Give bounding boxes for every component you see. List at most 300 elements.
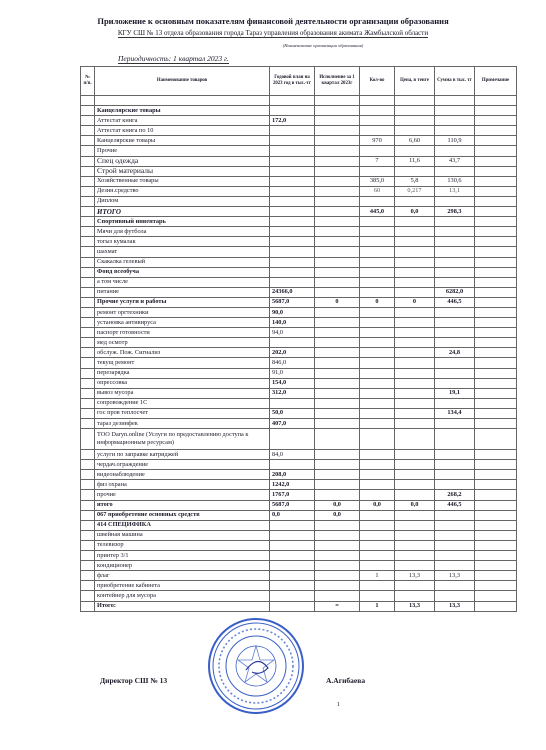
table-row — [81, 307, 517, 317]
table-row — [81, 368, 517, 378]
table-row — [81, 156, 517, 166]
value-cell — [475, 328, 517, 338]
value-cell — [81, 328, 95, 338]
value-cell — [270, 207, 315, 217]
organization-name-text: КГУ СШ № 13 отдела образования города Тараз управления образования акимата Жамбылской области — [117, 29, 429, 37]
table-row — [81, 358, 517, 368]
value-cell — [360, 196, 395, 206]
value-cell — [395, 318, 435, 328]
value-cell — [475, 450, 517, 460]
value-cell: = — [315, 601, 360, 611]
value-cell — [475, 338, 517, 348]
table-row — [81, 581, 517, 591]
value-cell — [360, 460, 395, 470]
value-cell — [475, 378, 517, 388]
column-header: Сумма в тыс. тг — [435, 67, 475, 96]
item-name-cell: гос пров теплосчет — [95, 408, 270, 418]
value-cell: 0 — [395, 297, 435, 307]
item-name-cell: сопровождение 1С — [95, 398, 270, 408]
table-row — [81, 237, 517, 247]
table-row — [81, 571, 517, 581]
value-cell — [435, 470, 475, 480]
value-cell — [81, 166, 95, 176]
value-cell — [81, 378, 95, 388]
value-cell — [315, 429, 360, 450]
value-cell — [435, 429, 475, 450]
value-cell — [360, 217, 395, 227]
value-cell: 13,1 — [435, 186, 475, 196]
director-label: Директор СШ № 13 — [100, 676, 168, 685]
table-row — [81, 530, 517, 540]
value-cell — [81, 176, 95, 186]
value-cell — [475, 186, 517, 196]
table-row — [81, 217, 517, 227]
value-cell: 1 — [360, 571, 395, 581]
value-cell: 11,6 — [395, 156, 435, 166]
value-cell — [435, 551, 475, 561]
value-cell — [435, 277, 475, 287]
value-cell — [435, 318, 475, 328]
value-cell — [475, 196, 517, 206]
value-cell — [315, 307, 360, 317]
value-cell — [395, 540, 435, 550]
value-cell — [395, 237, 435, 247]
value-cell — [435, 126, 475, 136]
value-cell — [395, 530, 435, 540]
value-cell: 7 — [360, 156, 395, 166]
value-cell — [475, 348, 517, 358]
value-cell — [315, 388, 360, 398]
value-cell — [475, 561, 517, 571]
value-cell — [435, 510, 475, 520]
value-cell — [395, 287, 435, 297]
value-cell — [81, 520, 95, 530]
value-cell — [315, 398, 360, 408]
value-cell — [435, 561, 475, 571]
value-cell — [360, 520, 395, 530]
organization-name — [0, 29, 546, 37]
value-cell — [360, 530, 395, 540]
table-row — [81, 450, 517, 460]
value-cell — [360, 450, 395, 460]
value-cell: 140,0 — [270, 318, 315, 328]
value-cell — [81, 429, 95, 450]
value-cell — [475, 571, 517, 581]
value-cell — [270, 601, 315, 611]
value-cell — [435, 166, 475, 176]
value-cell — [435, 106, 475, 116]
value-cell — [395, 398, 435, 408]
value-cell — [270, 106, 315, 116]
value-cell — [475, 247, 517, 257]
value-cell — [315, 247, 360, 257]
item-name-cell: ремонт оргтехники — [95, 307, 270, 317]
item-name-cell: швейная машина — [95, 530, 270, 540]
value-cell — [435, 247, 475, 257]
item-name-cell: мед осмотр — [95, 338, 270, 348]
value-cell — [475, 297, 517, 307]
item-name-cell: 414 СПЕЦИФИКА — [95, 520, 270, 530]
value-cell: 0,0 — [395, 500, 435, 510]
value-cell — [81, 601, 95, 611]
value-cell: 1767,0 — [270, 490, 315, 500]
table-row — [81, 136, 517, 146]
value-cell — [475, 166, 517, 176]
period-text: Периодичность: 1 квартал 2023 г. — [118, 54, 229, 63]
value-cell — [395, 520, 435, 530]
value-cell — [315, 378, 360, 388]
value-cell — [81, 207, 95, 217]
column-header: Кол-во — [360, 67, 395, 96]
value-cell — [315, 318, 360, 328]
value-cell — [315, 217, 360, 227]
value-cell — [81, 106, 95, 116]
value-cell: 0,0 — [360, 500, 395, 510]
value-cell — [81, 450, 95, 460]
table-row — [81, 500, 517, 510]
value-cell — [81, 237, 95, 247]
value-cell: 0 — [315, 297, 360, 307]
value-cell — [315, 348, 360, 358]
value-cell — [475, 540, 517, 550]
item-name-cell: Прочие услуги и работы — [95, 297, 270, 307]
value-cell — [435, 450, 475, 460]
value-cell: 134,4 — [435, 408, 475, 418]
value-cell: 445,0 — [360, 207, 395, 217]
item-name-cell: прочие — [95, 490, 270, 500]
value-cell — [360, 510, 395, 520]
value-cell — [81, 247, 95, 257]
value-cell — [315, 358, 360, 368]
value-cell — [475, 460, 517, 470]
item-name-cell: кондиционер — [95, 561, 270, 571]
value-cell — [270, 540, 315, 550]
value-cell — [315, 126, 360, 136]
value-cell — [315, 257, 360, 267]
value-cell — [395, 551, 435, 561]
value-cell — [395, 227, 435, 237]
value-cell — [435, 530, 475, 540]
value-cell — [475, 176, 517, 186]
value-cell — [81, 277, 95, 287]
value-cell: 0,0 — [270, 510, 315, 520]
value-cell: 6,60 — [395, 136, 435, 146]
table-row — [81, 398, 517, 408]
value-cell — [395, 581, 435, 591]
value-cell — [81, 551, 95, 561]
value-cell: 6282,0 — [435, 287, 475, 297]
table-row — [81, 378, 517, 388]
value-cell — [360, 227, 395, 237]
column-header: № п/п. — [81, 67, 95, 96]
table-row — [81, 460, 517, 470]
value-cell — [81, 196, 95, 206]
table-row — [81, 470, 517, 480]
value-cell — [81, 126, 95, 136]
value-cell — [435, 328, 475, 338]
official-seal-stamp — [206, 616, 306, 716]
value-cell — [435, 196, 475, 206]
table-row — [81, 429, 517, 450]
expense-table — [80, 66, 517, 612]
item-name-cell: перезарядка — [95, 368, 270, 378]
value-cell — [395, 450, 435, 460]
value-cell — [360, 146, 395, 156]
value-cell — [81, 257, 95, 267]
value-cell — [81, 146, 95, 156]
item-name-cell: услуги по заправке катриджей — [95, 450, 270, 460]
item-name-cell: Канцелярские товары — [95, 106, 270, 116]
value-cell — [360, 408, 395, 418]
value-cell: 407,0 — [270, 419, 315, 429]
value-cell — [360, 307, 395, 317]
item-name-cell: Итого: — [95, 601, 270, 611]
value-cell — [395, 368, 435, 378]
value-cell — [315, 116, 360, 126]
item-name-cell: текущ ремонт — [95, 358, 270, 368]
value-cell — [475, 429, 517, 450]
value-cell — [435, 460, 475, 470]
value-cell — [395, 388, 435, 398]
value-cell: 268,2 — [435, 490, 475, 500]
value-cell — [360, 116, 395, 126]
value-cell — [315, 561, 360, 571]
value-cell — [81, 398, 95, 408]
value-cell — [360, 490, 395, 500]
value-cell — [435, 520, 475, 530]
value-cell: 110,9 — [435, 136, 475, 146]
table-row — [81, 247, 517, 257]
value-cell — [270, 227, 315, 237]
value-cell — [270, 338, 315, 348]
column-header: Цена, в тенге — [395, 67, 435, 96]
value-cell — [475, 408, 517, 418]
value-cell — [270, 176, 315, 186]
value-cell — [475, 358, 517, 368]
value-cell — [315, 450, 360, 460]
value-cell — [395, 591, 435, 601]
item-name-cell: 067 приобретение основных средств — [95, 510, 270, 520]
table-row — [81, 480, 517, 490]
column-header: Исполнение за 1 квартал 2023г — [315, 67, 360, 96]
value-cell — [81, 540, 95, 550]
value-cell: 13,3 — [395, 571, 435, 581]
table-row — [81, 318, 517, 328]
item-name-cell: Аттестат книга по 10 — [95, 126, 270, 136]
value-cell — [315, 227, 360, 237]
value-cell — [270, 186, 315, 196]
value-cell — [270, 267, 315, 277]
value-cell — [315, 490, 360, 500]
value-cell — [475, 156, 517, 166]
value-cell: 130,6 — [435, 176, 475, 186]
value-cell — [360, 247, 395, 257]
value-cell: 91,0 — [270, 368, 315, 378]
value-cell — [475, 217, 517, 227]
value-cell — [475, 237, 517, 247]
table-row — [81, 227, 517, 237]
value-cell — [81, 116, 95, 126]
value-cell — [315, 156, 360, 166]
item-name-cell: Аттестат книга — [95, 116, 270, 126]
value-cell — [270, 429, 315, 450]
value-cell — [81, 500, 95, 510]
value-cell: 298,3 — [435, 207, 475, 217]
table-row — [81, 116, 517, 126]
value-cell — [315, 338, 360, 348]
value-cell — [81, 510, 95, 520]
value-cell — [360, 591, 395, 601]
value-cell — [315, 277, 360, 287]
value-cell — [360, 166, 395, 176]
value-cell — [435, 581, 475, 591]
item-name-cell: шахмат — [95, 247, 270, 257]
value-cell: 24,8 — [435, 348, 475, 358]
item-name-cell: а том числе — [95, 277, 270, 287]
value-cell — [475, 146, 517, 156]
value-cell — [81, 297, 95, 307]
value-cell — [435, 116, 475, 126]
value-cell: 5687,0 — [270, 500, 315, 510]
value-cell — [475, 601, 517, 611]
value-cell — [270, 217, 315, 227]
value-cell — [395, 480, 435, 490]
value-cell — [81, 561, 95, 571]
value-cell — [360, 581, 395, 591]
item-name-cell: паспорт готовности — [95, 328, 270, 338]
table-row — [81, 277, 517, 287]
value-cell — [81, 460, 95, 470]
value-cell — [475, 227, 517, 237]
table-row — [81, 106, 517, 116]
value-cell — [395, 328, 435, 338]
value-cell — [360, 338, 395, 348]
value-cell — [435, 227, 475, 237]
value-cell — [395, 116, 435, 126]
value-cell — [475, 581, 517, 591]
value-cell — [475, 257, 517, 267]
item-name-cell: ТОО Daryn.online (Услуги по предоставлению доступа к информационным ресурсам) — [95, 429, 270, 450]
value-cell: 84,0 — [270, 450, 315, 460]
value-cell: 90,0 — [270, 307, 315, 317]
value-cell — [81, 96, 95, 106]
value-cell — [81, 408, 95, 418]
value-cell: 13,3 — [435, 601, 475, 611]
value-cell — [475, 510, 517, 520]
value-cell — [360, 328, 395, 338]
value-cell — [395, 510, 435, 520]
table-row — [81, 388, 517, 398]
value-cell — [395, 257, 435, 267]
value-cell — [475, 277, 517, 287]
value-cell — [315, 408, 360, 418]
value-cell — [435, 540, 475, 550]
column-header: Наименование товаров — [95, 67, 270, 96]
value-cell — [81, 388, 95, 398]
item-name-cell: Спец одежда — [95, 156, 270, 166]
value-cell — [81, 136, 95, 146]
value-cell — [315, 470, 360, 480]
value-cell — [315, 96, 360, 106]
item-name-cell: чердач.ограждение — [95, 460, 270, 470]
table-row — [81, 166, 517, 176]
table-row — [81, 297, 517, 307]
value-cell — [315, 106, 360, 116]
value-cell — [475, 287, 517, 297]
table-row — [81, 328, 517, 338]
value-cell: 1242,0 — [270, 480, 315, 490]
value-cell — [395, 307, 435, 317]
value-cell — [395, 106, 435, 116]
value-cell: 5687,0 — [270, 297, 315, 307]
item-name-cell: итого — [95, 500, 270, 510]
value-cell — [81, 581, 95, 591]
value-cell — [475, 207, 517, 217]
table-row — [81, 126, 517, 136]
value-cell — [475, 551, 517, 561]
value-cell — [270, 530, 315, 540]
value-cell — [435, 368, 475, 378]
item-name-cell: Фонд всеобуча — [95, 267, 270, 277]
item-name-cell: приобретение кабинета — [95, 581, 270, 591]
value-cell — [360, 237, 395, 247]
column-header: Годовой план на 2023 год в тыс.-тг — [270, 67, 315, 96]
table-row — [81, 510, 517, 520]
value-cell — [360, 257, 395, 267]
table-row — [81, 561, 517, 571]
value-cell — [315, 328, 360, 338]
table-row — [81, 601, 517, 611]
value-cell — [475, 398, 517, 408]
value-cell: 50,0 — [270, 408, 315, 418]
value-cell — [81, 348, 95, 358]
table-row — [81, 551, 517, 561]
table-row — [81, 96, 517, 106]
value-cell — [435, 237, 475, 247]
value-cell — [315, 287, 360, 297]
value-cell — [270, 581, 315, 591]
value-cell — [360, 470, 395, 480]
table-header-row — [81, 67, 517, 96]
value-cell: 208,0 — [270, 470, 315, 480]
value-cell: 446,5 — [435, 297, 475, 307]
value-cell — [315, 166, 360, 176]
item-name-cell: Дезин.средство — [95, 186, 270, 196]
value-cell: 5,8 — [395, 176, 435, 186]
value-cell — [475, 307, 517, 317]
item-name-cell — [95, 96, 270, 106]
value-cell — [315, 368, 360, 378]
value-cell — [435, 338, 475, 348]
value-cell — [81, 287, 95, 297]
value-cell — [360, 96, 395, 106]
value-cell: 312,0 — [270, 388, 315, 398]
item-name-cell: установка антивируса — [95, 318, 270, 328]
value-cell — [315, 581, 360, 591]
value-cell — [395, 460, 435, 470]
value-cell — [315, 136, 360, 146]
value-cell — [475, 116, 517, 126]
value-cell — [270, 591, 315, 601]
value-cell — [475, 500, 517, 510]
item-name-cell: флаг — [95, 571, 270, 581]
value-cell — [81, 156, 95, 166]
value-cell: 0,0 — [315, 500, 360, 510]
value-cell — [270, 277, 315, 287]
value-cell — [315, 591, 360, 601]
value-cell — [435, 257, 475, 267]
table-row — [81, 257, 517, 267]
